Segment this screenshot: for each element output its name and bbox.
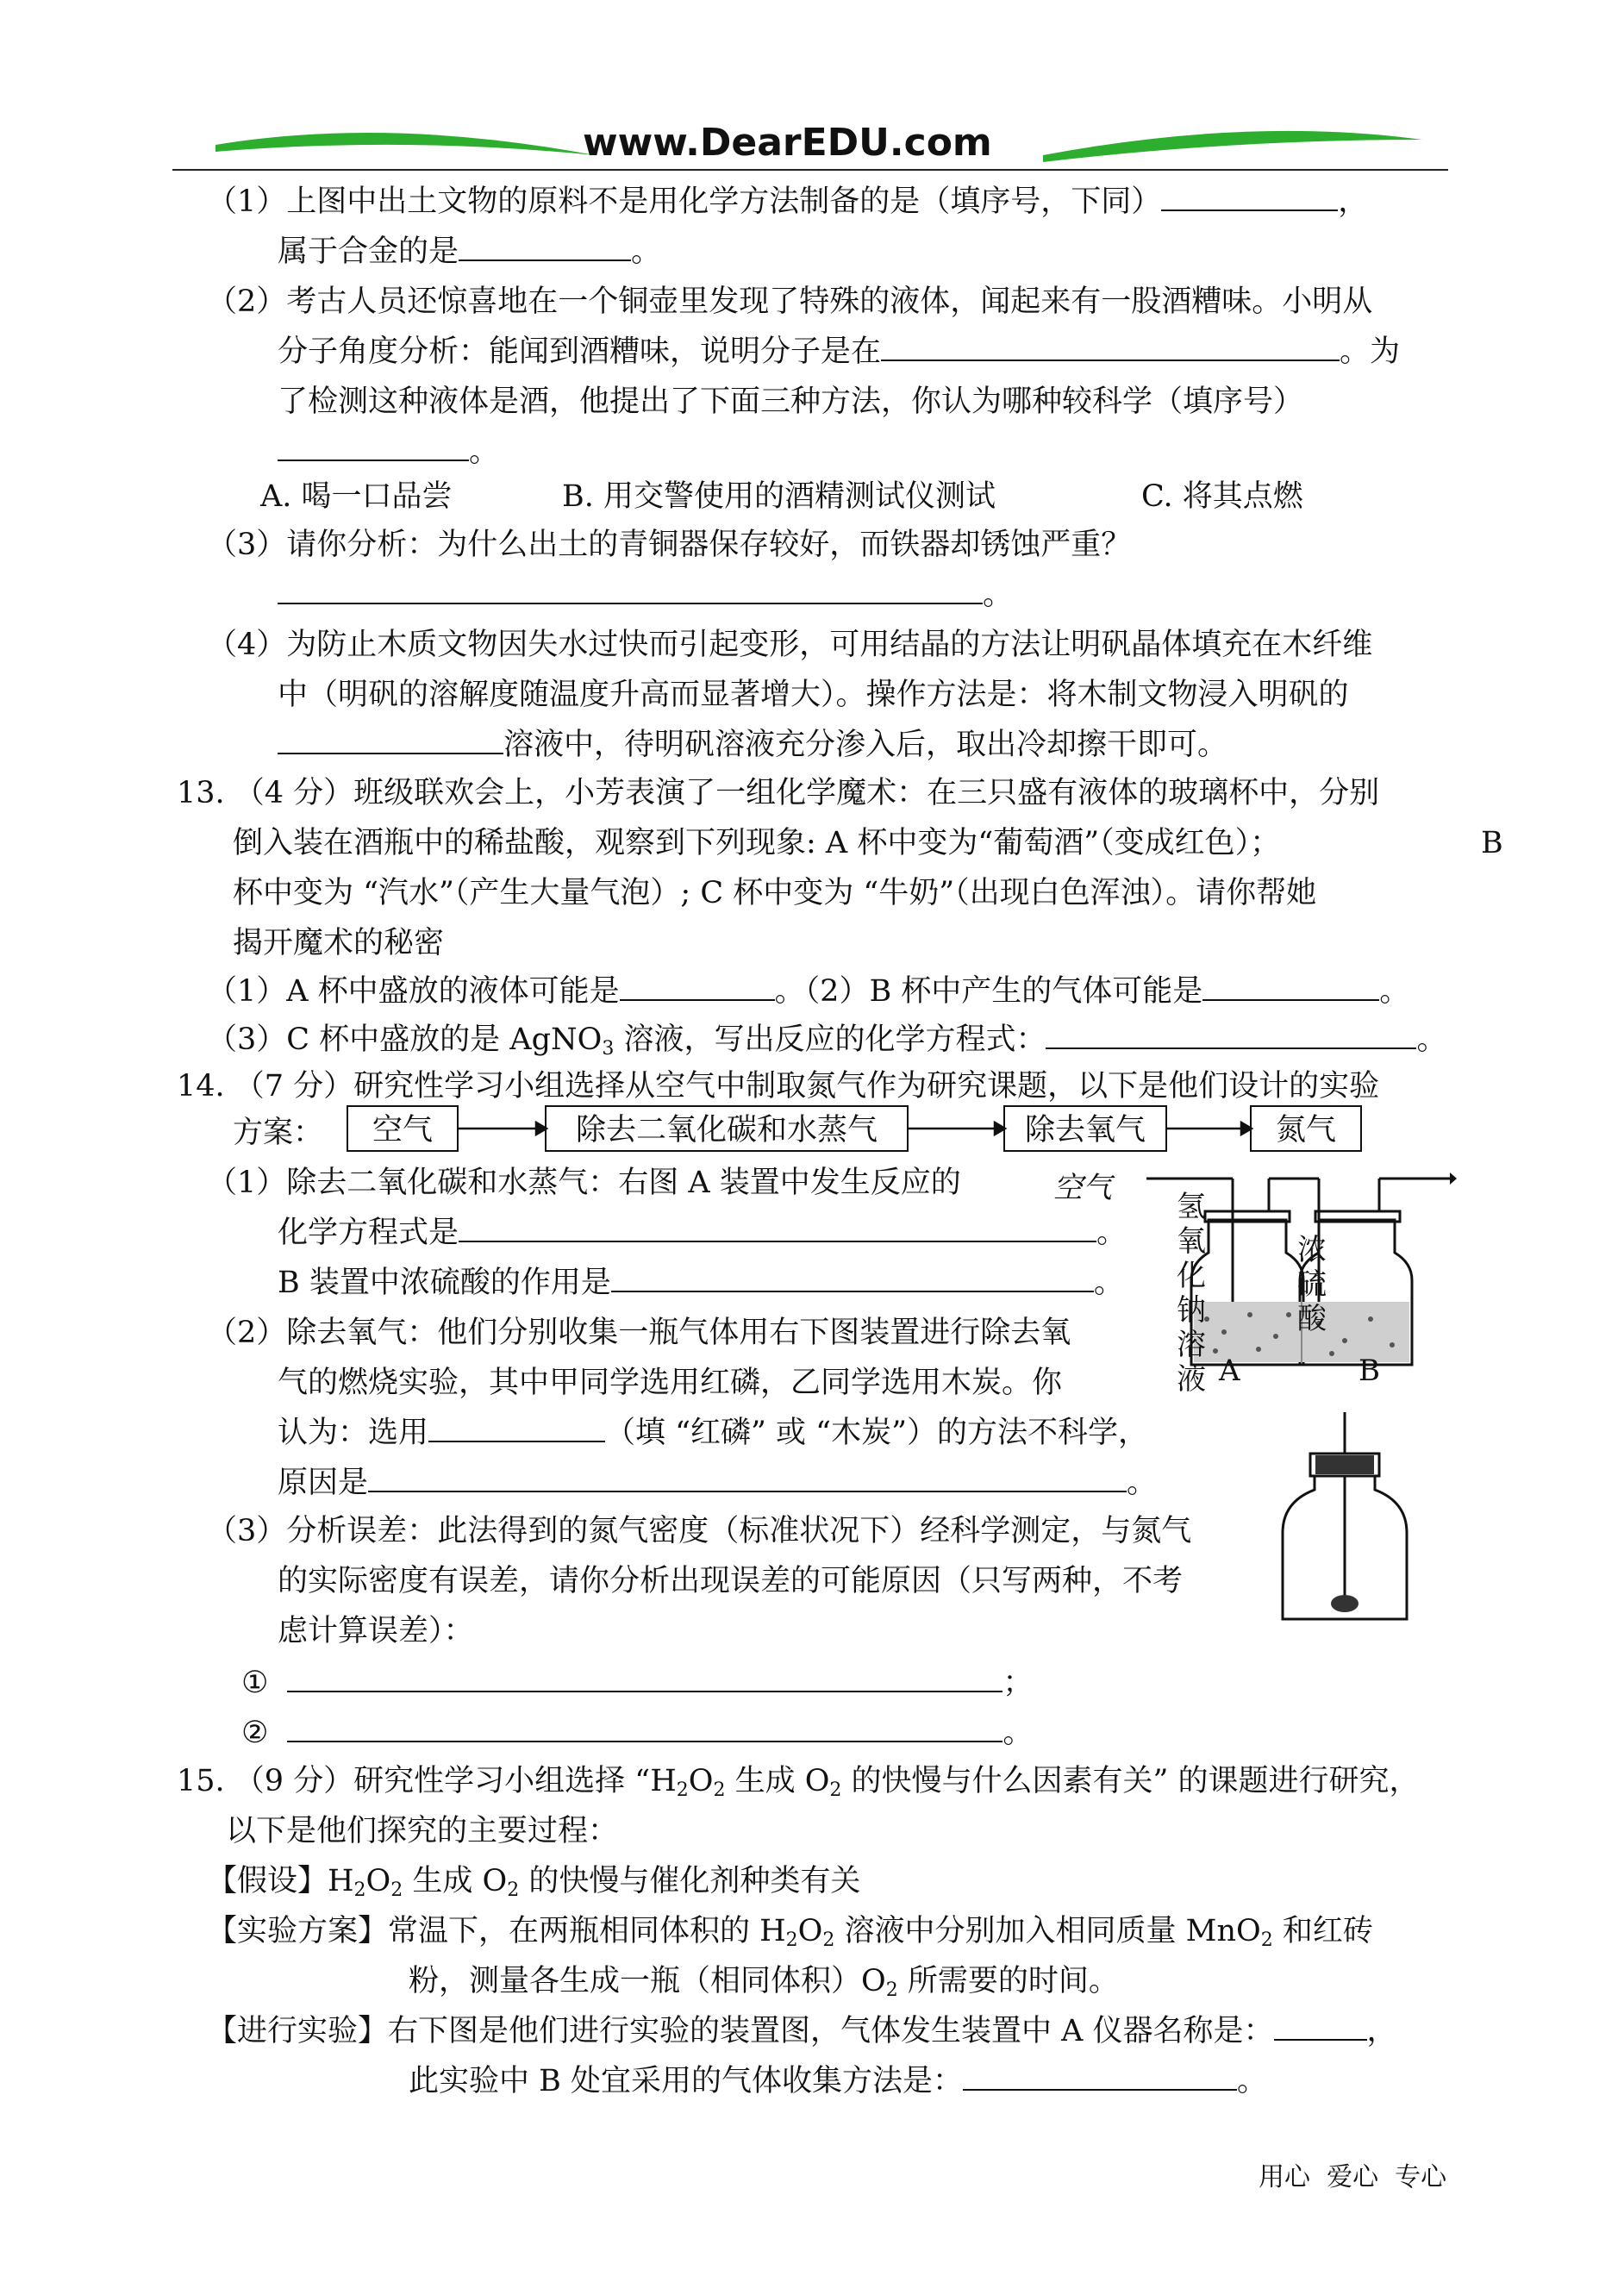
q15-plan-line1: 【实验方案】常温下，在两瓶相同体积的 $H_2O_2$ 溶液中分别加入相同质量 MnO$_2$ 和红砖 bbox=[207, 1914, 1373, 1951]
q12-p2-line4: 。 bbox=[278, 433, 499, 471]
q12-blank-1[interactable] bbox=[1161, 184, 1338, 211]
flow-box-nitrogen: 氮气 bbox=[1250, 1105, 1362, 1152]
q15-exp-line2: 此实验中 B 处宜采用的气体收集方法是： 。 bbox=[409, 2064, 1267, 2098]
fig-h2so4-label: 浓硫酸 bbox=[1297, 1233, 1327, 1336]
header-swoosh-left-icon bbox=[215, 121, 595, 172]
q14-blank-3[interactable] bbox=[428, 1415, 605, 1442]
q15-blank-1[interactable] bbox=[1274, 2013, 1367, 2041]
fig-naoh-label: 氢氧化钠溶液 bbox=[1177, 1190, 1206, 1397]
q12-blank-4[interactable] bbox=[278, 434, 469, 461]
q14-answer-1: ① ； bbox=[241, 1666, 1034, 1700]
q14-p3-line2: 的实际密度有误差，请你分析出现误差的可能原因（只写两种，不考 bbox=[278, 1564, 1184, 1598]
q15-line1: 15. （9 分）研究性学习小组选择 “$H_2O_2$ 生成 $O_2$ 的快慢与什么因素有关” 的课题进行研究， bbox=[177, 1764, 1420, 1801]
flow-box-remove-co2-h2o: 除去二氧化碳和水蒸气 bbox=[545, 1105, 909, 1152]
q13-blank-2[interactable] bbox=[1202, 973, 1379, 1001]
flow-box-air: 空气 bbox=[347, 1105, 459, 1152]
q15-blank-2[interactable] bbox=[963, 2063, 1237, 2091]
q12-p1-line2: 属于合金的是 。 bbox=[278, 235, 662, 269]
q13-line3: 杯中变为 “汽水”（产生大量气泡）; C 杯中变为 “牛奶”（出现白色浑浊）。请你帮她 bbox=[233, 876, 1317, 910]
fig-air-label: 空气 bbox=[1053, 1171, 1112, 1205]
q14-blank-6[interactable] bbox=[287, 1715, 1003, 1742]
q14-blank-1[interactable] bbox=[459, 1215, 1096, 1242]
q15-exp-line1: 【进行实验】右下图是他们进行实验的装置图，气体发生装置中 A 仪器名称是： ， bbox=[207, 2014, 1397, 2048]
wash-bottles-icon bbox=[1112, 1160, 1457, 1384]
q14-p3-line3: 虑计算误差）： bbox=[278, 1614, 474, 1648]
q12-p2-line2: 分子角度分析：能闻到酒糟味，说明分子是在 。为 bbox=[278, 335, 1401, 369]
header-logo: www.DearEDU.com bbox=[583, 121, 992, 165]
fig-label-a: A bbox=[1219, 1354, 1240, 1388]
flow-arrows-icon bbox=[0, 1112, 1624, 1147]
q14-blank-4[interactable] bbox=[368, 1465, 1127, 1492]
q12-blank-6[interactable] bbox=[278, 727, 503, 754]
q14-p1-line1: （1）除去二氧化碳和水蒸气：右图 A 装置中发生反应的 bbox=[207, 1166, 961, 1200]
q12-p3-line1: （3）请你分析：为什么出土的青铜器保存较好，而铁器却锈蚀严重？ bbox=[207, 528, 1132, 562]
q12-blank-2[interactable] bbox=[459, 234, 631, 261]
q12-p3-line2: 。 bbox=[278, 576, 1013, 614]
q15-plan-line2: 粉，测量各生成一瓶（相同体积）$O_2$ 所需要的时间。 bbox=[409, 1964, 1119, 2001]
q14-blank-2[interactable] bbox=[611, 1265, 1094, 1292]
q14-p2-line1: （2）除去氧气：他们分别收集一瓶气体用右下图装置进行除去氧 bbox=[207, 1316, 1071, 1350]
q14-p3-line1: （3）分析误差：此法得到的氮气密度（标准状况下）经科学测定，与氮气 bbox=[207, 1514, 1192, 1548]
combustion-jar-icon bbox=[1276, 1412, 1414, 1628]
q14-answer-2: ② 。 bbox=[241, 1716, 1034, 1750]
fig-label-b: B bbox=[1359, 1354, 1380, 1388]
q14-p2-line4: 原因是 。 bbox=[278, 1466, 1158, 1500]
q13-line2: 倒入装在酒瓶中的稀盐酸，观察到下列现象: A 杯中变为“葡萄酒”（变成红色）； bbox=[233, 826, 1281, 860]
q13-p1: （1）A 杯中盛放的液体可能是 。（2）B 杯中产生的气体可能是 。 bbox=[207, 974, 1410, 1009]
q12-p2-line3: 了检测这种液体是酒，他提出了下面三种方法，你认为哪种较科学（填序号） bbox=[278, 385, 1304, 419]
q14-p2-line2: 气的燃烧实验，其中甲同学选用红磷，乙同学选用木炭。你 bbox=[278, 1366, 1063, 1400]
header-swoosh-right-icon bbox=[1043, 121, 1422, 172]
q14-blank-5[interactable] bbox=[287, 1665, 1003, 1692]
q13-line1: 13. （4 分）班级联欢会上，小芳表演了一组化学魔术：在三只盛有液体的玻璃杯中，分别 bbox=[177, 776, 1380, 810]
footer-slogan: 用心 爱心 专心 bbox=[1259, 2162, 1447, 2192]
q12-blank-5[interactable] bbox=[278, 577, 983, 604]
q14-p2-line3: 认为：选用 （填 “红磷” 或 “木炭”）的方法不科学， bbox=[278, 1416, 1148, 1450]
flow-box-remove-o2: 除去氧气 bbox=[1003, 1105, 1167, 1152]
q15-line2: 以下是他们探究的主要过程： bbox=[226, 1814, 619, 1848]
q14-line1: 14. （7 分）研究性学习小组选择从空气中制取氮气作为研究课题，以下是他们设计的实验 bbox=[177, 1069, 1380, 1104]
q14-p1-line2: 化学方程式是 。 bbox=[278, 1216, 1127, 1250]
q14-line2: 方案： bbox=[233, 1116, 324, 1150]
q12-p1-line1: （1）上图中出土文物的原料不是用化学方法制备的是（填序号，下同） ， bbox=[207, 184, 1369, 219]
q12-option-a: A. 喝一口品尝 bbox=[260, 479, 453, 514]
q13-line2-b: B bbox=[1481, 826, 1503, 860]
q12-p4-line3: 溶液中，待明矾溶液充分渗入后，取出冷却擦干即可。 bbox=[278, 726, 1227, 764]
header-divider bbox=[172, 169, 1448, 171]
q13-p3: （3）C 杯中盛放的是 AgNO$_3$ 溶液，写出反应的化学方程式： 。 bbox=[207, 1022, 1447, 1060]
q13-blank-3[interactable] bbox=[1046, 1022, 1416, 1049]
q12-blank-3[interactable] bbox=[881, 334, 1340, 361]
q12-p4-line1: （4）为防止木质文物因失水过快而引起变形，可用结晶的方法让明矾晶体填充在木纤维 bbox=[207, 628, 1373, 662]
q15-hypothesis: 【假设】$H_2O_2$ 生成 $O_2$ 的快慢与催化剂种类有关 bbox=[207, 1864, 861, 1901]
q12-p2-line1: （2）考古人员还惊喜地在一个铜壶里发现了特殊的液体，闻起来有一股酒糟味。小明从 bbox=[207, 285, 1373, 319]
q12-option-b: B. 用交警使用的酒精测试仪测试 bbox=[562, 479, 996, 514]
q14-p1-line3: B 装置中浓硫酸的作用是 。 bbox=[278, 1266, 1124, 1300]
q12-p4-line2: 中（明矾的溶解度随温度升高而显著增大）。操作方法是：将木制文物浸入明矾的 bbox=[278, 678, 1349, 712]
q12-option-c: C. 将其点燃 bbox=[1141, 479, 1303, 514]
q13-line4: 揭开魔术的秘密 bbox=[233, 926, 445, 960]
q13-blank-1[interactable] bbox=[620, 973, 775, 1001]
